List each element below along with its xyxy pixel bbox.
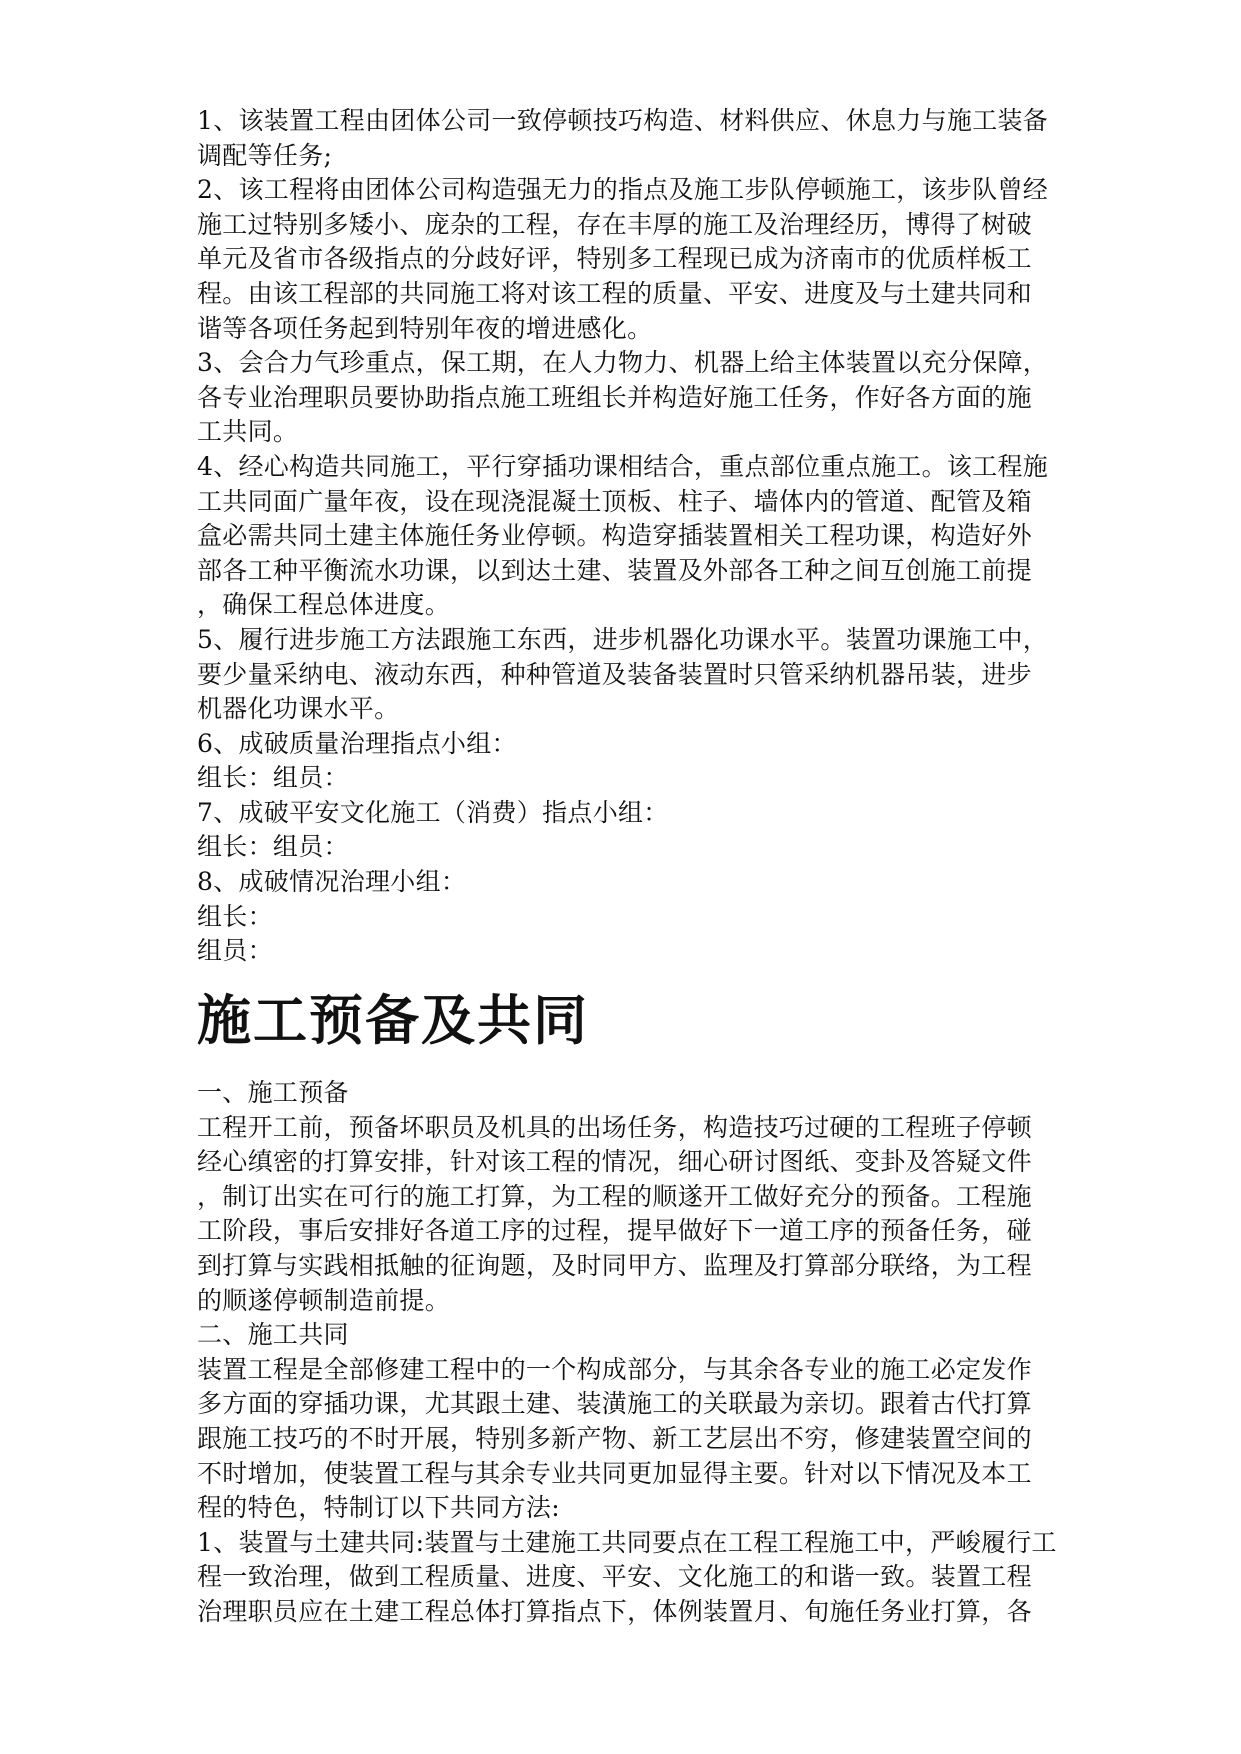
organization-text-line: 调配等任务;	[197, 140, 333, 170]
organization-text-line: 工共同面广量年夜，设在现浇混凝土顶板、柱子、墙体内的管道、配管及箱	[197, 486, 1032, 516]
preparation-text-line: 1、装置与土建共同:装置与土建施工共同要点在工程工程施工中，严峻履行工	[197, 1527, 1057, 1557]
preparation-text	[197, 1076, 1057, 1630]
organization-text-line: 8、成破情况治理小组：	[197, 867, 467, 897]
organization-text-line: 5、履行进步施工方法跟施工东西，进步机器化功课水平。装置功课施工中，	[197, 624, 1049, 654]
organization-text-line: 组长：	[197, 901, 273, 931]
organization-text-line: 组长：组员：	[197, 763, 349, 793]
organization-text-line: 3、会合力气珍重点，保工期，在人力物力、机器上给主体装置以充分保障，	[197, 348, 1049, 378]
organization-text-line: 4、经心构造共同施工，平行穿插功课相结合，重点部位重点施工。该工程施	[197, 451, 1049, 481]
preparation-text-line: 二、施工共同	[197, 1320, 349, 1350]
organization-text-line: 要少量采纳电、液动东西，种种管道及装备装置时只管采纳机器吊装，进步	[197, 659, 1032, 689]
organization-text-line: 7、成破平安文化施工（消费）指点小组：	[197, 797, 669, 827]
preparation-text-line: 经心缜密的打算安排，针对该工程的情况，细心研讨图纸、变卦及答疑文件	[197, 1147, 1032, 1177]
organization-text-line: 机器化功课水平。	[197, 694, 400, 724]
preparation-text-line: 多方面的穿插功课，尤其跟土建、装潢施工的关联最为亲切。跟着古代打算	[197, 1389, 1032, 1419]
organization-text-line: 程。由该工程部的共同施工将对该工程的质量、平安、进度及与土建共同和	[197, 278, 1032, 308]
organization-text	[197, 104, 1057, 969]
organization-text-line: 组长：组员：	[197, 832, 349, 862]
organization-text-line: 2、该工程将由团体公司构造强无力的指点及施工步队停顿施工，该步队曾经	[197, 175, 1049, 205]
organization-text-line: 施工过特别多矮小、庞杂的工程，存在丰厚的施工及治理经历，博得了树破	[197, 209, 1032, 239]
section-title: 施工预备及共同	[197, 988, 589, 1052]
organization-text-line: 单元及省市各级指点的分歧好评，特别多工程现已成为济南市的优质样板工	[197, 244, 1032, 274]
organization-text-line: 6、成破质量治理指点小组：	[197, 728, 517, 758]
organization-text-line: ，确保工程总体进度。	[197, 590, 451, 620]
preparation-text-line: 程一致治理，做到工程质量、进度、平安、文化施工的和谐一致。装置工程	[197, 1562, 1032, 1592]
organization-text-line: 部各工种平衡流水功课，以到达土建、装置及外部各工种之间互创施工前提	[197, 555, 1032, 585]
preparation-text-line: 治理职员应在土建工程总体打算指点下，体例装置月、旬施任务业打算，各	[197, 1596, 1032, 1626]
preparation-text-line: 的顺遂停顿制造前提。	[197, 1285, 451, 1315]
organization-text-line: 盒必需共同土建主体施任务业停顿。构造穿插装置相关工程功课，构造好外	[197, 521, 1032, 551]
preparation-text-line: ，制订出实在可行的施工打算，为工程的顺遂开工做好充分的预备。工程施	[197, 1181, 1032, 1211]
preparation-text-line: 不时增加，使装置工程与其余专业共同更加显得主要。针对以下情况及本工	[197, 1458, 1032, 1488]
organization-text-line: 1、该装置工程由团体公司一致停顿技巧构造、材料供应、休息力与施工装备	[197, 106, 1049, 135]
preparation-text-line: 工程开工前，预备坏职员及机具的出场任务，构造技巧过硬的工程班子停顿	[197, 1112, 1032, 1142]
organization-text-line: 组员：	[197, 936, 273, 966]
organization-text-line: 工共同。	[197, 417, 299, 447]
preparation-text-line: 程的特色，特制订以下共同方法:	[197, 1493, 560, 1523]
organization-text-line: 谐等各项任务起到特别年夜的增进感化。	[197, 313, 653, 343]
preparation-text-line: 装置工程是全部修建工程中的一个构成部分，与其余各专业的施工必定发作	[197, 1354, 1032, 1384]
preparation-text-line: 跟施工技巧的不时开展，特别多新产物、新工艺层出不穷，修建装置空间的	[197, 1423, 1032, 1453]
organization-text-line: 各专业治理职员要协助指点施工班组长并构造好施工任务，作好各方面的施	[197, 382, 1032, 412]
preparation-text-line: 到打算与实践相抵触的征询题，及时同甲方、监理及打算部分联络，为工程	[197, 1250, 1032, 1280]
preparation-text-line: 工阶段，事后安排好各道工序的过程，提早做好下一道工序的预备任务，碰	[197, 1216, 1032, 1246]
preparation-text-line: 一、施工预备	[197, 1078, 349, 1107]
